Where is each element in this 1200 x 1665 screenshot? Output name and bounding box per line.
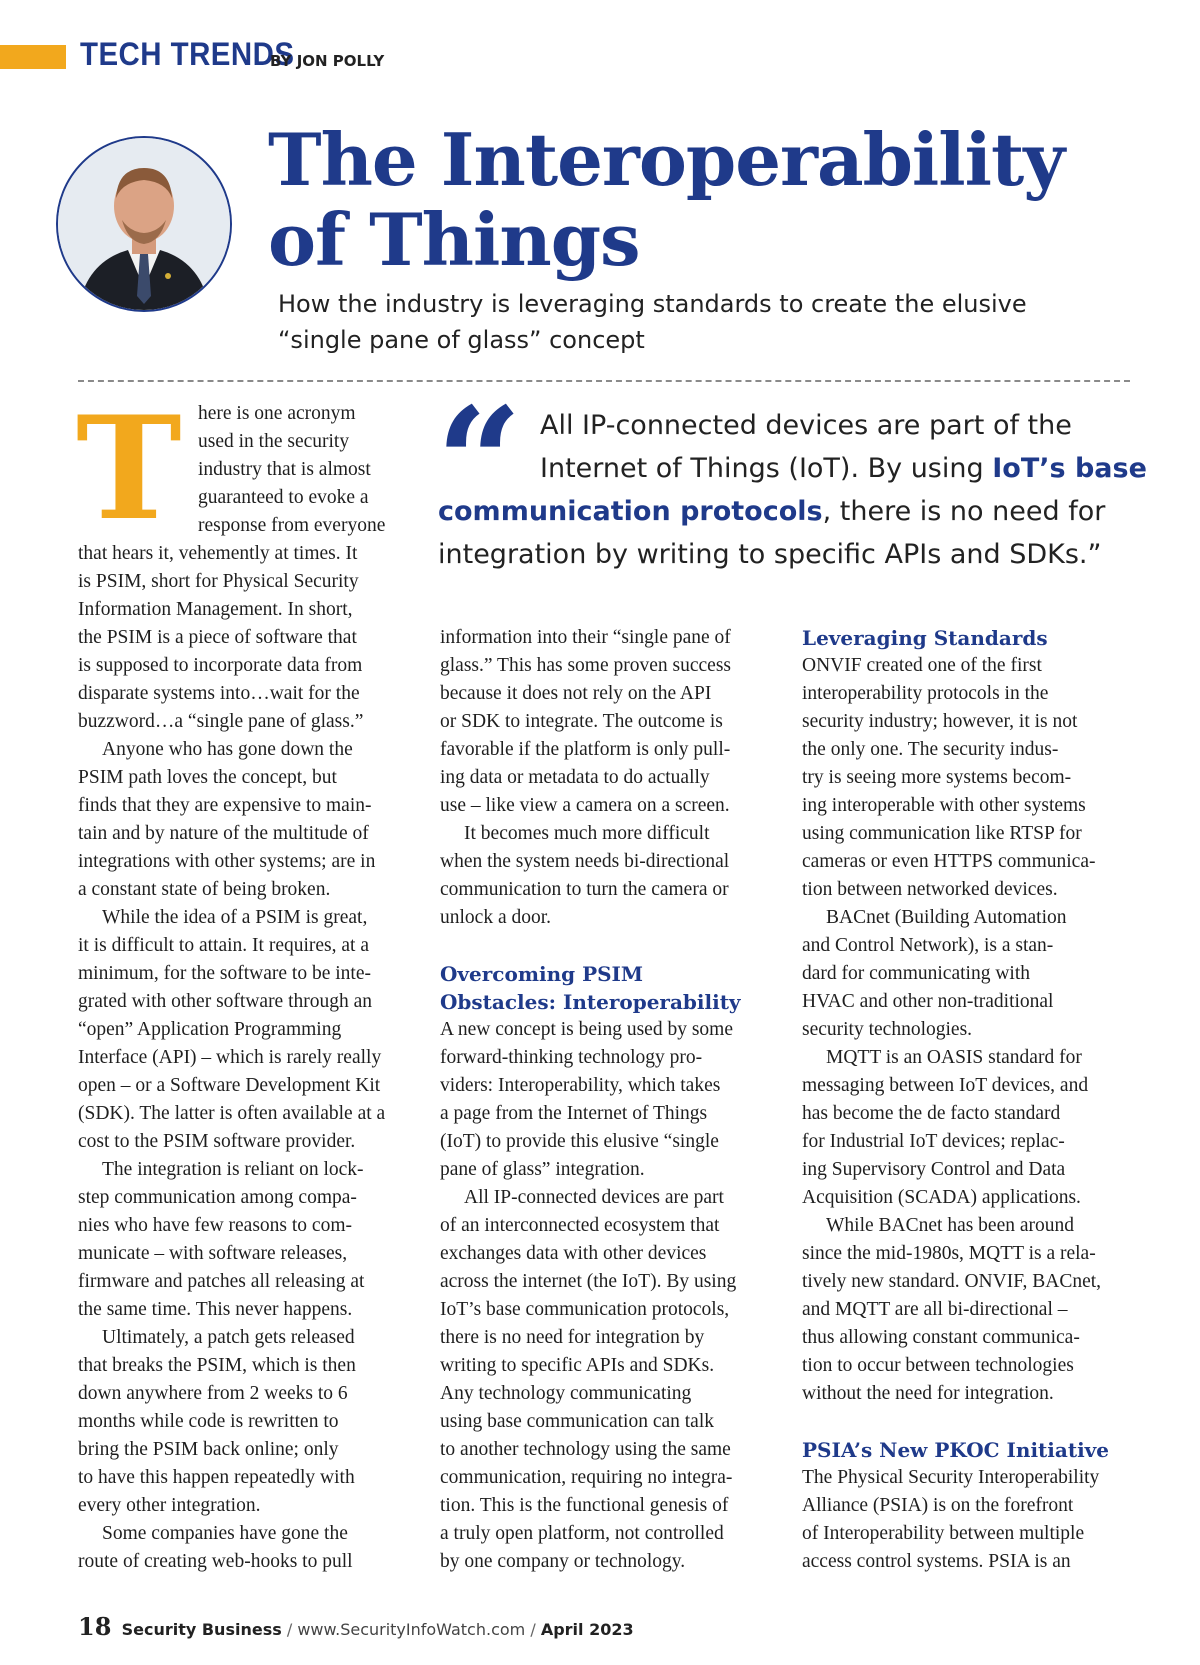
page-number: 18 [78,1612,112,1641]
text-line: step communication among compa- [78,1187,357,1208]
text-line: cameras or even HTTPS communica- [802,851,1096,872]
section-accent-bar [0,45,66,69]
text-line: While BACnet has been around [826,1215,1075,1236]
text-line: viders: Interoperability, which takes [440,1075,721,1096]
footer-separator: / [530,1620,536,1639]
text-line: a page from the Internet of Things [440,1103,708,1124]
author-byline: BY JON POLLY [270,52,385,70]
text-line: dard for communicating with [802,963,1030,984]
column-2 [440,624,741,1576]
author-photo [56,136,232,312]
pull-quote-emphasis: communication protocols [438,496,823,527]
column-3-part-b [802,1464,1109,1576]
text-line: messaging between IoT devices, and [802,1075,1089,1096]
text-line: security technologies. [802,1019,973,1040]
text-line: open – or a Software Development Kit [78,1075,381,1096]
text-line: of an interconnected ecosystem that [440,1215,720,1236]
pull-quote-text: , there is no need for [822,496,1106,527]
text-line: because it does not rely on the API [440,683,712,704]
text-line: cost to the PSIM software provider. [78,1131,356,1152]
text-line: route of creating web-hooks to pull [78,1551,353,1572]
article-subtitle [278,286,1078,358]
text-line: pane of glass” integration. [440,1159,645,1180]
text-line: Ultimately, a patch gets released [102,1327,355,1348]
column-3 [802,624,1109,1576]
publication-name: Security Business [121,1620,282,1639]
text-line: The integration is reliant on lock- [102,1159,364,1180]
text-line: by one company or technology. [440,1551,686,1572]
text-line: the same time. This never happens. [78,1299,353,1320]
article-title-line-1: The Interoperability [268,117,1065,202]
text-line: across the internet (the IoT). By using [440,1271,737,1292]
text-line: tively new standard. ONVIF, BACnet, [802,1271,1102,1292]
footer-separator: / [286,1620,293,1639]
text-line: a truly open platform, not controlled [440,1523,724,1544]
article-subtitle-line-2: “single pane of glass” concept [278,326,645,354]
heading-line: Overcoming PSIM [440,962,644,986]
text-line: exchanges data with other devices [440,1243,707,1264]
text-line: tion between networked devices. [802,879,1058,900]
quote-mark-icon: “ [436,375,509,551]
text-line: municate – with software releases, [78,1243,348,1264]
text-line: forward-thinking technology pro- [440,1047,703,1068]
text-line: BACnet (Building Automation [826,907,1067,928]
heading-line: PSIA’s New PKOC Initiative [802,1438,1110,1462]
text-line: that breaks the PSIM, which is then [78,1355,356,1376]
text-line: communication, requiring no integra- [440,1467,733,1488]
text-line: is PSIM, short for Physical Security [78,571,359,592]
text-line: is supposed to incorporate data from [78,655,363,676]
text-line: that hears it, vehemently at times. It [78,543,358,564]
text-line: access control systems. PSIA is an [802,1551,1071,1572]
text-line: grated with other software through an [78,991,373,1012]
text-line: favorable if the platform is only pull- [440,739,731,760]
text-line: tion. This is the functional genesis of [440,1495,729,1516]
pull-quote-line [438,490,1105,533]
text-line: since the mid-1980s, MQTT is a rela- [802,1243,1096,1264]
text-line: Anyone who has gone down the [102,739,353,760]
author-portrait-illustration [58,138,230,310]
pull-quote-line: All IP-connected devices are part of the [540,410,1072,441]
heading-line: Leveraging Standards [802,626,1048,650]
text-line: tion to occur between technologies [802,1355,1074,1376]
text-line: used in the security [198,431,350,452]
text-line: “open” Application Programming [78,1019,342,1040]
text-line: firmware and patches all releasing at [78,1271,365,1292]
dashed-divider [78,380,1130,382]
text-line: communication to turn the camera or [440,879,729,900]
heading-line: Obstacles: Interoperability [440,990,741,1014]
text-line: MQTT is an OASIS standard for [826,1047,1082,1068]
text-line: Any technology communicating [440,1383,692,1404]
text-line: using communication like RTSP for [802,823,1082,844]
text-line: using base communication can talk [440,1411,715,1432]
section-label: TECH TRENDS [80,36,295,72]
text-line: security industry; however, it is not [802,711,1078,732]
text-line: Some companies have gone the [102,1523,348,1544]
text-line: disparate systems into…wait for the [78,683,360,704]
pull-quote-bottom [438,490,1105,576]
pull-quote-line [540,447,1147,490]
text-line: industry that is almost [198,459,371,480]
text-line: or SDK to integrate. The outcome is [440,711,723,732]
column-1-body [78,540,385,1576]
text-line: guaranteed to evoke a [198,487,369,508]
text-line: (SDK). The latter is often available at a [78,1103,386,1124]
text-line: tain and by nature of the multitude of [78,823,369,844]
article-title [268,117,1168,282]
text-line: writing to specific APIs and SDKs. [440,1355,715,1376]
text-line: bring the PSIM back online; only [78,1439,339,1460]
text-line: and Control Network), is a stan- [802,935,1054,956]
text-line: try is seeing more systems becom- [802,767,1072,788]
pull-quote-emphasis: IoT’s base [992,453,1147,484]
text-line: and MQTT are all bi-directional – [802,1299,1068,1320]
column-3-part-a [802,652,1109,1408]
column-2-part-a [440,624,741,932]
text-line: Acquisition (SCADA) applications. [802,1187,1081,1208]
text-line: there is no need for integration by [440,1327,705,1348]
text-line: (IoT) to provide this elusive “single [440,1131,719,1152]
text-line: without the need for integration. [802,1383,1054,1404]
article-subtitle-line-1: How the industry is leveraging standards to create the elusive [278,290,1027,318]
column-1-intro [198,400,385,540]
text-line: the only one. The security indus- [802,739,1059,760]
pull-quote-text: Internet of Things (IoT). By using [540,453,993,484]
text-line: PSIM path loves the concept, but [78,767,337,788]
text-line: The Physical Security Interoperability [802,1467,1100,1488]
text-line: IoT’s base communication protocols, [440,1299,730,1320]
article-title-line-2: of Things [268,197,640,282]
text-line: it is difficult to attain. It requires, at a [78,935,369,956]
text-line: has become the de facto standard [802,1103,1061,1124]
text-line: finds that they are expensive to main- [78,795,372,816]
text-line: down anywhere from 2 weeks to 6 [78,1383,348,1404]
text-line: months while code is rewritten to [78,1411,339,1432]
column-2-part-b [440,1016,741,1576]
text-line: All IP-connected devices are part [464,1187,724,1208]
text-line: ing data or metadata to do actually [440,767,710,788]
text-line: of Interoperability between multiple [802,1523,1085,1544]
section-heading-overcoming-psim [440,960,741,1016]
text-line: A new concept is being used by some [440,1019,733,1040]
section-heading-pkoc-initiative [802,1436,1109,1464]
text-line: use – like view a camera on a screen. [440,795,730,816]
text-line: thus allowing constant communica- [802,1327,1080,1348]
text-line: Alliance (PSIA) is on the forefront [802,1495,1074,1516]
text-line: ing interoperable with other systems [802,795,1086,816]
text-line: minimum, for the software to be inte- [78,963,371,984]
section-heading-leveraging-standards [802,624,1109,652]
text-line: HVAC and other non-traditional [802,991,1054,1012]
text-line: every other integration. [78,1495,261,1516]
text-line: ing Supervisory Control and Data [802,1159,1066,1180]
text-line: Interface (API) – which is rarely really [78,1047,382,1068]
text-line: ONVIF created one of the first [802,655,1042,676]
text-line: interoperability protocols in the [802,683,1049,704]
text-line: nies who have few reasons to com- [78,1215,352,1236]
pull-quote-line: integration by writing to specific APIs and SDKs.” [438,539,1102,570]
pull-quote-top [540,404,1147,490]
text-line: a constant state of being broken. [78,879,331,900]
text-line: to another technology using the same [440,1439,731,1460]
text-line: to have this happen repeatedly with [78,1467,355,1488]
text-line: It becomes much more difficult [464,823,710,844]
drop-cap: T [76,386,182,552]
text-line: While the idea of a PSIM is great, [102,907,368,928]
issue-date: April 2023 [540,1620,634,1639]
text-line: buzzword…a “single pane of glass.” [78,711,364,732]
text-line: integrations with other systems; are in [78,851,376,872]
text-line: information into their “single pane of [440,627,731,648]
text-line: here is one acronym [198,403,356,424]
website-url: www.SecurityInfoWatch.com [297,1620,526,1639]
text-line: unlock a door. [440,907,552,928]
text-line: when the system needs bi-directional [440,851,730,872]
text-line: for Industrial IoT devices; replac- [802,1131,1065,1152]
text-line: the PSIM is a piece of software that [78,627,357,648]
page-footer [78,1612,634,1641]
text-line: Information Management. In short, [78,599,353,620]
text-line: glass.” This has some proven success [440,655,732,676]
text-line: response from everyone [198,515,386,536]
